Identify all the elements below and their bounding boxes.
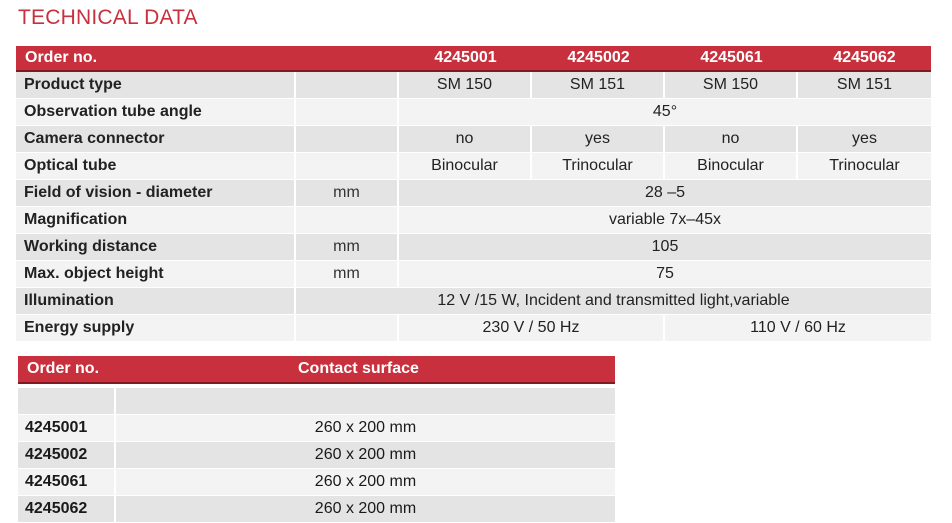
table-row [18, 415, 615, 442]
table-cell: yes [532, 126, 665, 153]
contact-surface-value: 260 x 200 mm [116, 442, 615, 469]
table-cell: yes [798, 126, 931, 153]
row-label: Optical tube [16, 153, 296, 180]
table-cell: SM 150 [665, 72, 798, 99]
technical-data-table [16, 46, 931, 342]
header-order-number: 4245062 [798, 46, 931, 72]
row-unit [296, 99, 399, 126]
empty-row [18, 388, 615, 415]
row-label: Illumination [16, 288, 296, 315]
table-cell: 45° [399, 99, 931, 126]
table-header-row [16, 46, 931, 72]
table-cell: 28 –5 [399, 180, 931, 207]
table-row [18, 442, 615, 469]
row-label: Magnification [16, 207, 296, 234]
table-row [16, 99, 931, 126]
header-unit [296, 46, 399, 72]
row-label: Working distance [16, 234, 296, 261]
page-heading: TECHNICAL DATA [18, 6, 198, 29]
order-number: 4245002 [18, 442, 116, 469]
table-row [16, 261, 931, 288]
table-row [16, 207, 931, 234]
table-cell: 75 [399, 261, 931, 288]
row-unit: mm [296, 234, 399, 261]
header-order-label: Order no. [18, 356, 116, 384]
table-cell: SM 151 [532, 72, 665, 99]
table-row [18, 496, 615, 523]
table-cell: no [399, 126, 532, 153]
table-cell: Binocular [665, 153, 798, 180]
row-unit [296, 72, 399, 99]
order-number: 4245001 [18, 415, 116, 442]
row-unit [296, 126, 399, 153]
row-unit: mm [296, 180, 399, 207]
row-label: Field of vision - diameter [16, 180, 296, 207]
header-order-number: 4245002 [532, 46, 665, 72]
table-cell: SM 150 [399, 72, 532, 99]
row-unit [296, 153, 399, 180]
table-row [16, 153, 931, 180]
table-row [16, 288, 931, 315]
table-cell: 230 V / 50 Hz [399, 315, 665, 342]
row-unit [296, 207, 399, 234]
table-cell: variable 7x–45x [399, 207, 931, 234]
table-row [16, 180, 931, 207]
table-cell: SM 151 [798, 72, 931, 99]
header-order-number: 4245001 [399, 46, 532, 72]
row-label: Observation tube angle [16, 99, 296, 126]
header-order-label: Order no. [16, 46, 296, 72]
table-cell: 110 V / 60 Hz [665, 315, 931, 342]
contact-surface-value: 260 x 200 mm [116, 469, 615, 496]
table-cell: Trinocular [532, 153, 665, 180]
contact-surface-table [18, 356, 615, 523]
table-cell: 105 [399, 234, 931, 261]
header-order-number: 4245061 [665, 46, 798, 72]
row-label: Camera connector [16, 126, 296, 153]
row-unit [296, 315, 399, 342]
table-row [16, 315, 931, 342]
table-row [16, 72, 931, 99]
table-cell: Binocular [399, 153, 532, 180]
contact-surface-value: 260 x 200 mm [116, 415, 615, 442]
order-number: 4245062 [18, 496, 116, 523]
table-cell: Trinocular [798, 153, 931, 180]
table-row [18, 469, 615, 496]
row-label: Energy supply [16, 315, 296, 342]
order-number: 4245061 [18, 469, 116, 496]
table-cell: 12 V /15 W, Incident and transmitted light,variable [296, 288, 931, 315]
table-cell: no [665, 126, 798, 153]
header-contact-surface: Contact surface [116, 356, 615, 384]
table-row [16, 126, 931, 153]
row-unit: mm [296, 261, 399, 288]
contact-surface-value: 260 x 200 mm [116, 496, 615, 523]
table-header-row [18, 356, 615, 384]
table-row [16, 234, 931, 261]
row-label: Product type [16, 72, 296, 99]
row-label: Max. object height [16, 261, 296, 288]
